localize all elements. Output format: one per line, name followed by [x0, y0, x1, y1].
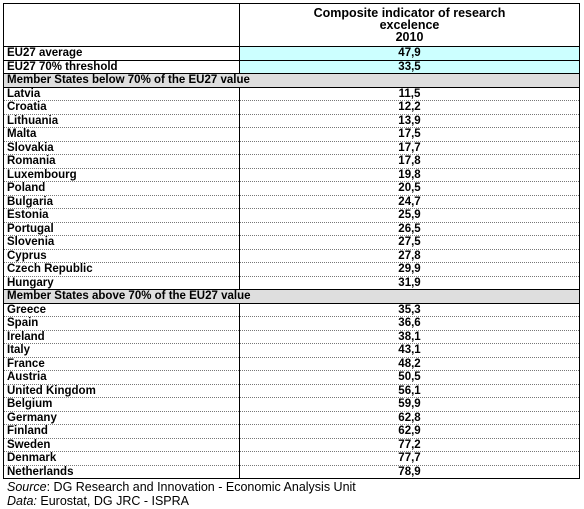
source-text: : DG Research and Innovation - Economic Analysis Unit — [46, 480, 356, 494]
row-label: Poland — [4, 182, 240, 196]
table-row — [4, 438, 580, 452]
row-value: 17,7 — [240, 141, 580, 155]
table-row — [4, 357, 580, 371]
data-label: Data: — [7, 494, 37, 508]
table-row — [4, 465, 580, 479]
row-label: Spain — [4, 317, 240, 331]
row-label: Estonia — [4, 209, 240, 223]
column-header-title-cont: excelence — [379, 18, 440, 32]
row-value: 13,9 — [240, 114, 580, 128]
row-value: 38,1 — [240, 330, 580, 344]
row-label: Luxembourg — [4, 168, 240, 182]
row-label: Sweden — [4, 438, 240, 452]
table-row — [4, 222, 580, 236]
row-label: Belgium — [4, 398, 240, 412]
row-value: 11,5 — [240, 87, 580, 101]
row-label: Greece — [4, 303, 240, 317]
row-label: Latvia — [4, 87, 240, 101]
table-header-row — [4, 4, 580, 47]
table-row — [4, 452, 580, 466]
summary-row — [4, 60, 580, 74]
row-value: 78,9 — [240, 465, 580, 479]
table-row — [4, 276, 580, 290]
section-title: Member States below 70% of the EU27 value — [4, 74, 580, 88]
table-row — [4, 384, 580, 398]
row-value: 62,8 — [240, 411, 580, 425]
row-label: Germany — [4, 411, 240, 425]
row-label: Netherlands — [4, 465, 240, 479]
row-value: 36,6 — [240, 317, 580, 331]
row-label: EU27 average — [4, 47, 240, 61]
table-row — [4, 195, 580, 209]
row-value: 17,5 — [240, 128, 580, 142]
section-header-row — [4, 74, 580, 88]
table-row — [4, 155, 580, 169]
row-label: Bulgaria — [4, 195, 240, 209]
table-row — [4, 101, 580, 115]
row-value: 35,3 — [240, 303, 580, 317]
row-label: Cyprus — [4, 249, 240, 263]
row-label: France — [4, 357, 240, 371]
row-label: Ireland — [4, 330, 240, 344]
row-value: 50,5 — [240, 371, 580, 385]
row-value: 31,9 — [240, 276, 580, 290]
row-value: 62,9 — [240, 425, 580, 439]
row-value: 33,5 — [240, 60, 580, 74]
row-label: Romania — [4, 155, 240, 169]
column-header-title: Composite indicator of research — [313, 6, 506, 20]
header-empty-cell — [4, 4, 240, 47]
row-label: Slovenia — [4, 236, 240, 250]
table-body — [4, 4, 580, 479]
row-value: 77,7 — [240, 452, 580, 466]
row-value: 24,7 — [240, 195, 580, 209]
row-value: 26,5 — [240, 222, 580, 236]
row-label: Portugal — [4, 222, 240, 236]
table-row — [4, 114, 580, 128]
row-value: 12,2 — [240, 101, 580, 115]
table-row — [4, 128, 580, 142]
row-label: Hungary — [4, 276, 240, 290]
table-row — [4, 425, 580, 439]
source-note — [7, 480, 579, 494]
research-excellence-table — [3, 3, 580, 479]
document — [3, 3, 579, 508]
row-value: 77,2 — [240, 438, 580, 452]
table-row — [4, 236, 580, 250]
row-value: 56,1 — [240, 384, 580, 398]
table-row — [4, 209, 580, 223]
table-row — [4, 263, 580, 277]
row-value: 27,8 — [240, 249, 580, 263]
row-label: Denmark — [4, 452, 240, 466]
row-label: Austria — [4, 371, 240, 385]
row-value: 29,9 — [240, 263, 580, 277]
row-label: Italy — [4, 344, 240, 358]
row-label: Lithuania — [4, 114, 240, 128]
row-value: 48,2 — [240, 357, 580, 371]
table-notes — [3, 480, 579, 508]
row-value: 19,8 — [240, 168, 580, 182]
row-label: Czech Republic — [4, 263, 240, 277]
data-text: Eurostat, DG JRC - ISPRA — [36, 494, 190, 508]
row-label: Croatia — [4, 101, 240, 115]
section-title: Member States above 70% of the EU27 value — [4, 290, 580, 304]
table-row — [4, 249, 580, 263]
row-value: 20,5 — [240, 182, 580, 196]
table-row — [4, 330, 580, 344]
column-header-year: 2010 — [395, 30, 424, 44]
source-label: Source — [7, 480, 47, 494]
table-row — [4, 182, 580, 196]
summary-row — [4, 47, 580, 61]
row-value: 25,9 — [240, 209, 580, 223]
row-value: 17,8 — [240, 155, 580, 169]
row-value: 43,1 — [240, 344, 580, 358]
table-row — [4, 371, 580, 385]
table-row — [4, 303, 580, 317]
column-header — [240, 4, 580, 47]
table-row — [4, 344, 580, 358]
row-label: Slovakia — [4, 141, 240, 155]
table-row — [4, 87, 580, 101]
row-label: EU27 70% threshold — [4, 60, 240, 74]
table-row — [4, 168, 580, 182]
table-row — [4, 141, 580, 155]
row-value: 27,5 — [240, 236, 580, 250]
row-label: United Kingdom — [4, 384, 240, 398]
row-label: Finland — [4, 425, 240, 439]
table-row — [4, 317, 580, 331]
section-header-row — [4, 290, 580, 304]
row-label: Malta — [4, 128, 240, 142]
table-row — [4, 398, 580, 412]
row-value: 47,9 — [240, 47, 580, 61]
table-row — [4, 411, 580, 425]
row-value: 59,9 — [240, 398, 580, 412]
data-note — [7, 494, 579, 508]
